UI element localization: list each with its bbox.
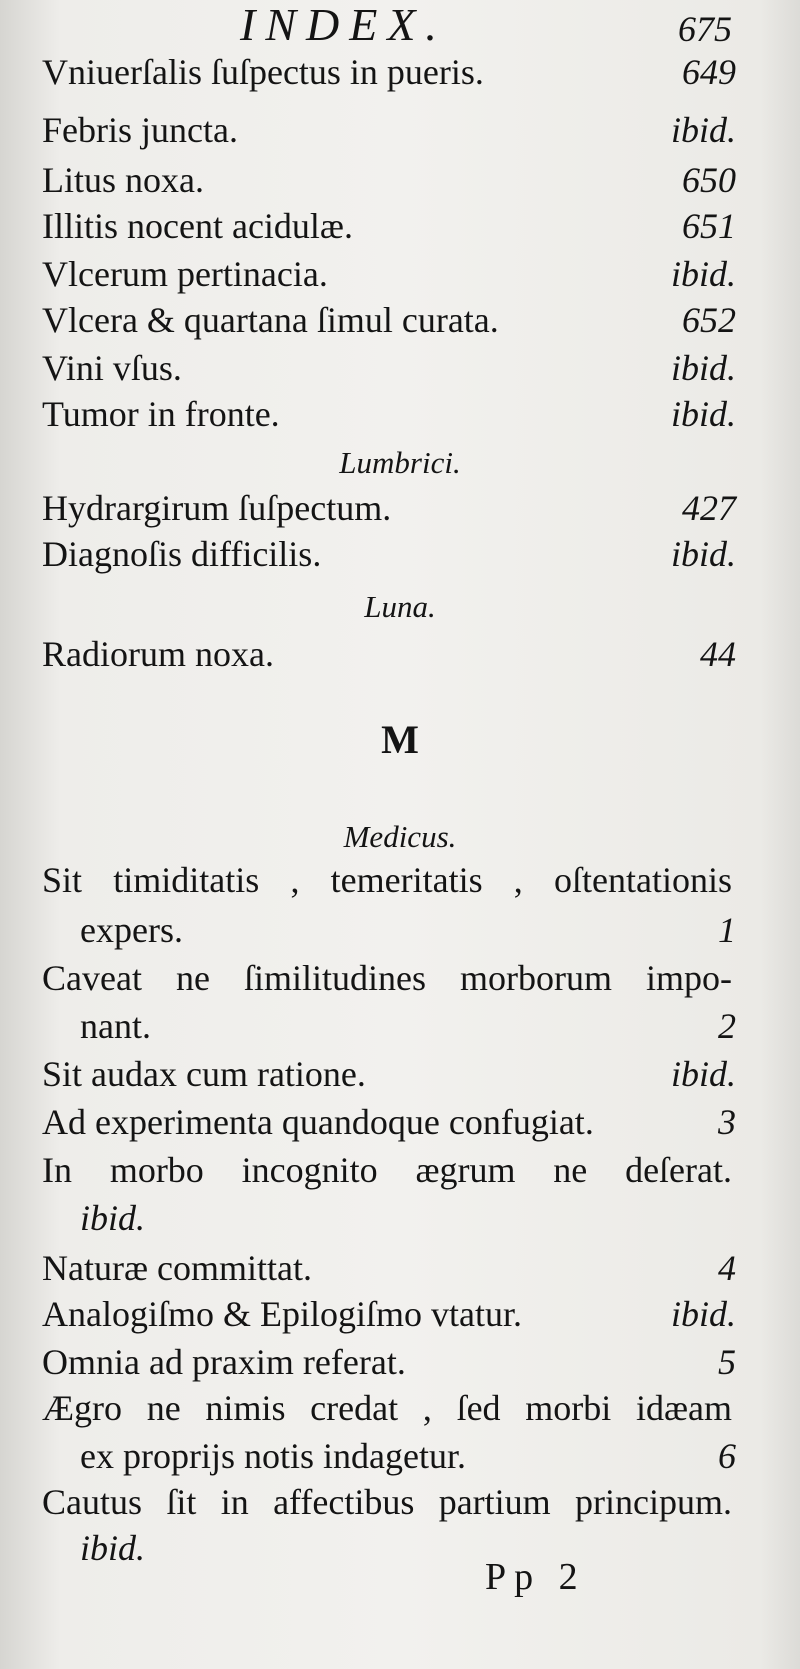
entry-text: Caveat ne ſimilitudines morborum impo-	[42, 958, 732, 998]
section-heading: Medicus.	[343, 819, 457, 854]
index-entry-continuation	[0, 1194, 800, 1242]
entry-page: 427	[682, 488, 736, 528]
index-entry	[0, 202, 800, 250]
entry-text: Febris juncta.	[42, 110, 238, 150]
entry-page: 6	[718, 1436, 736, 1476]
entry-text-continuation: expers.	[80, 910, 183, 950]
index-entry-continuation	[0, 1432, 800, 1480]
entry-text: Ad experimenta quandoque confugiat.	[42, 1102, 594, 1142]
entry-page: ibid.	[670, 534, 736, 574]
entry-page: ibid.	[670, 348, 736, 388]
entry-page: ibid.	[670, 1054, 736, 1094]
entry-text: Cautus ſit in affectibus partium principum.	[42, 1482, 732, 1522]
index-entry	[0, 1478, 800, 1526]
entry-text-continuation: ibid.	[80, 1198, 146, 1238]
index-entry	[0, 106, 800, 154]
entry-text-continuation: nant.	[80, 1006, 151, 1046]
index-entry	[0, 856, 800, 904]
entry-page: ibid.	[670, 394, 736, 434]
entry-page: 44	[700, 634, 736, 674]
entry-page: 5	[718, 1342, 736, 1382]
index-entry	[0, 390, 800, 438]
entry-text: Omnia ad praxim referat.	[42, 1342, 406, 1382]
index-entry	[0, 344, 800, 392]
index-entry-continuation	[0, 1524, 800, 1572]
entry-page: 2	[718, 1006, 736, 1046]
entry-text: Analogiſmo & Epilogiſmo vtatur.	[42, 1294, 522, 1334]
entry-page: 650	[682, 160, 736, 200]
entry-text: Ægro ne nimis credat , ſed morbi idæam	[42, 1388, 732, 1428]
entry-page: 4	[718, 1248, 736, 1288]
index-entry	[0, 296, 800, 344]
entry-text: Vniuerſalis ſuſpectus in pueris.	[42, 52, 484, 92]
section-letter: M	[381, 717, 419, 762]
entry-text: Hydrargirum ſuſpectum.	[42, 488, 392, 528]
entry-text: Sit timiditatis , temeritatis , oſtentationis	[42, 860, 732, 900]
entry-text-continuation: ibid.	[80, 1528, 146, 1568]
entry-text: Litus noxa.	[42, 160, 204, 200]
entry-page: ibid.	[670, 110, 736, 150]
entry-text: Radiorum noxa.	[42, 634, 274, 674]
entry-text: In morbo incognito ægrum ne deſerat.	[42, 1150, 732, 1190]
page-title: INDEX.	[240, 0, 447, 50]
index-entry	[0, 530, 800, 578]
signature-mark: Pp 2	[485, 1556, 586, 1598]
entry-text: Tumor in fronte.	[42, 394, 280, 434]
entry-text: Vlcera & quartana ſimul curata.	[42, 300, 499, 340]
index-entry	[0, 1098, 800, 1146]
entry-text: Vini vſus.	[42, 348, 182, 388]
index-entry	[0, 250, 800, 298]
index-entry	[0, 630, 800, 678]
entry-page: ibid.	[670, 254, 736, 294]
entry-text-continuation: ex proprijs notis indagetur.	[80, 1436, 466, 1476]
index-entry	[0, 954, 800, 1002]
index-entry-continuation	[0, 1002, 800, 1050]
entry-page: 3	[718, 1102, 736, 1142]
entry-text: Vlcerum pertinacia.	[42, 254, 328, 294]
index-entry	[0, 484, 800, 532]
index-entry	[0, 1146, 800, 1194]
entry-page: 651	[682, 206, 736, 246]
index-entry	[0, 1338, 800, 1386]
index-entry	[0, 1290, 800, 1338]
entry-page: ibid.	[670, 1294, 736, 1334]
index-entry	[0, 156, 800, 204]
entry-text: Diagnoſis difficilis.	[42, 534, 322, 574]
index-entry-continuation	[0, 906, 800, 954]
entry-page: 1	[718, 910, 736, 950]
index-entry	[0, 1384, 800, 1432]
index-entry	[0, 48, 800, 96]
page-number: 675	[678, 9, 732, 49]
index-entry	[0, 1244, 800, 1292]
index-entry	[0, 1050, 800, 1098]
entry-page: 649	[682, 52, 736, 92]
section-heading: Luna.	[364, 589, 436, 624]
entry-text: Illitis nocent acidulæ.	[42, 206, 353, 246]
entry-text: Sit audax cum ratione.	[42, 1054, 366, 1094]
entry-text: Naturæ committat.	[42, 1248, 312, 1288]
section-heading: Lumbrici.	[339, 445, 461, 480]
entry-page: 652	[682, 300, 736, 340]
